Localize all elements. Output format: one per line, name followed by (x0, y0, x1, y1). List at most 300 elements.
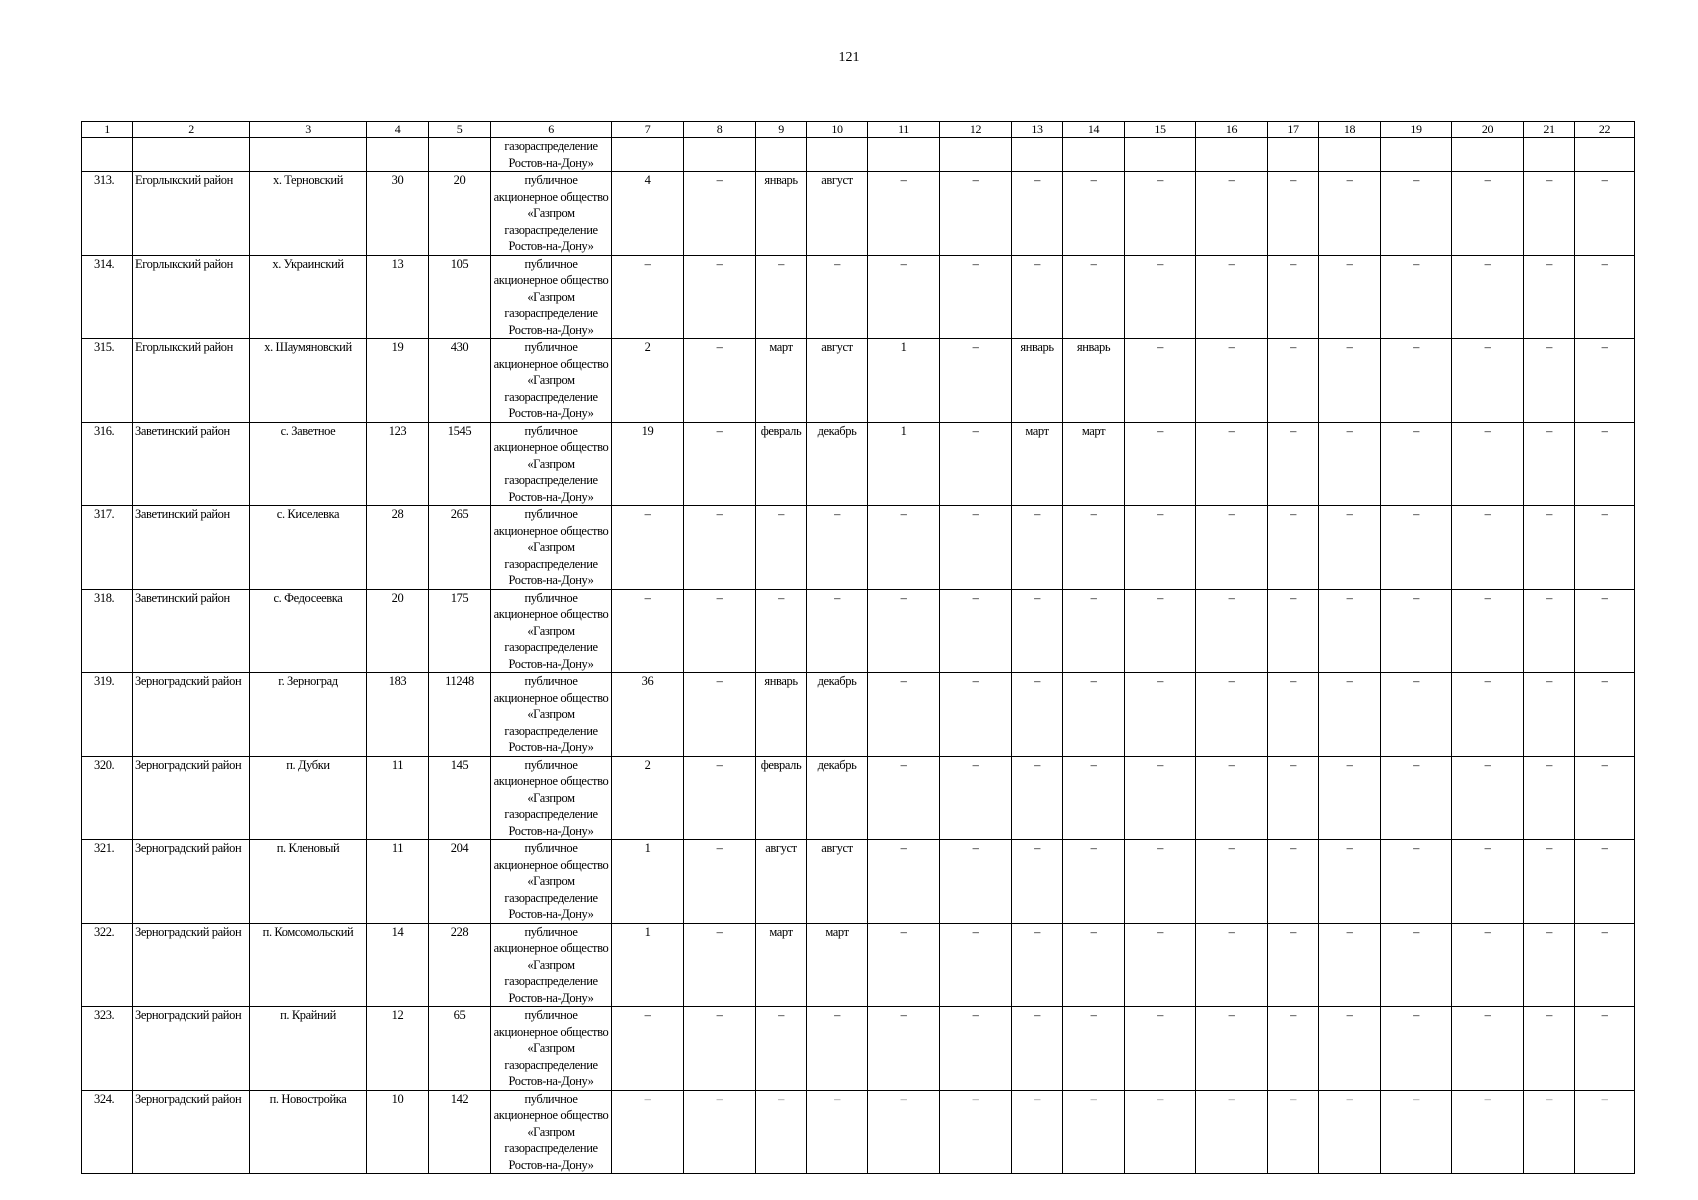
value-col10: декабрь (807, 673, 868, 757)
value-col17: – (1268, 840, 1319, 924)
table-body (82, 122, 1635, 1174)
value-col10: март (807, 923, 868, 1007)
value-col18: – (1319, 422, 1381, 506)
district-name: Егорлыкский район (133, 255, 250, 339)
column-number: 17 (1268, 122, 1319, 138)
column-number: 5 (429, 122, 491, 138)
column-number: 7 (612, 122, 684, 138)
table-row (82, 840, 1635, 924)
column-number: 3 (250, 122, 367, 138)
empty-cell (807, 138, 868, 172)
district-name: Заветинский район (133, 506, 250, 590)
value-col10: – (807, 255, 868, 339)
value-col13: – (1012, 1007, 1063, 1091)
value-col10: декабрь (807, 756, 868, 840)
value-col5: 142 (429, 1090, 491, 1174)
district-name: Зерноградский район (133, 1007, 250, 1091)
value-col5: 430 (429, 339, 491, 423)
value-col14: – (1063, 255, 1125, 339)
value-col18: – (1319, 756, 1381, 840)
table-row (82, 255, 1635, 339)
value-col19: – (1381, 840, 1452, 924)
value-col5: 1545 (429, 422, 491, 506)
continuation-row (82, 138, 1635, 172)
value-col18: – (1319, 1090, 1381, 1174)
value-col5: 265 (429, 506, 491, 590)
value-col19: – (1381, 756, 1452, 840)
value-col11: – (868, 1007, 940, 1091)
value-col5: 11248 (429, 673, 491, 757)
table-row (82, 1090, 1635, 1174)
value-col4: 30 (367, 172, 429, 256)
empty-cell (1012, 138, 1063, 172)
value-col7: – (612, 506, 684, 590)
settlement-name: г. Зерноград (250, 673, 367, 757)
settlement-name: с. Киселевка (250, 506, 367, 590)
value-col9: январь (756, 673, 807, 757)
value-col5: 105 (429, 255, 491, 339)
value-col22: – (1575, 422, 1635, 506)
value-col18: – (1319, 339, 1381, 423)
continuation-text: газораспределение Ростов-на-Дону» (491, 138, 612, 172)
value-col21: – (1524, 339, 1575, 423)
value-col13: – (1012, 255, 1063, 339)
value-col8: – (684, 1090, 756, 1174)
value-col14: – (1063, 172, 1125, 256)
empty-cell (1063, 138, 1125, 172)
value-col7: 1 (612, 840, 684, 924)
value-col16: – (1196, 673, 1268, 757)
value-col7: 1 (612, 923, 684, 1007)
value-col15: – (1125, 255, 1196, 339)
value-col19: – (1381, 1090, 1452, 1174)
row-number: 321. (82, 840, 133, 924)
value-col8: – (684, 339, 756, 423)
value-col18: – (1319, 673, 1381, 757)
table-row (82, 1007, 1635, 1091)
district-name: Заветинский район (133, 589, 250, 673)
value-col9: – (756, 255, 807, 339)
value-col5: 20 (429, 172, 491, 256)
value-col19: – (1381, 422, 1452, 506)
value-col19: – (1381, 1007, 1452, 1091)
settlement-name: х. Шаумяновский (250, 339, 367, 423)
value-col8: – (684, 1007, 756, 1091)
row-number: 316. (82, 422, 133, 506)
row-number: 313. (82, 172, 133, 256)
value-col15: – (1125, 172, 1196, 256)
value-col20: – (1452, 1090, 1524, 1174)
value-col14: – (1063, 673, 1125, 757)
column-number: 20 (1452, 122, 1524, 138)
value-col7: 2 (612, 756, 684, 840)
value-col22: – (1575, 840, 1635, 924)
empty-cell (367, 138, 429, 172)
value-col9: – (756, 589, 807, 673)
value-col5: 175 (429, 589, 491, 673)
value-col15: – (1125, 506, 1196, 590)
value-col10: – (807, 1090, 868, 1174)
column-number: 4 (367, 122, 429, 138)
value-col12: – (940, 756, 1012, 840)
value-col11: – (868, 673, 940, 757)
empty-cell (868, 138, 940, 172)
district-name: Заветинский район (133, 422, 250, 506)
table-row (82, 589, 1635, 673)
value-col15: – (1125, 589, 1196, 673)
value-col12: – (940, 339, 1012, 423)
value-col19: – (1381, 506, 1452, 590)
row-number: 320. (82, 756, 133, 840)
value-col11: – (868, 1090, 940, 1174)
value-col12: – (940, 923, 1012, 1007)
value-col10: – (807, 589, 868, 673)
value-col11: – (868, 840, 940, 924)
district-name: Зерноградский район (133, 1090, 250, 1174)
value-col11: – (868, 255, 940, 339)
column-number: 10 (807, 122, 868, 138)
value-col20: – (1452, 1007, 1524, 1091)
value-col9: январь (756, 172, 807, 256)
value-col20: – (1452, 422, 1524, 506)
value-col12: – (940, 422, 1012, 506)
value-col18: – (1319, 506, 1381, 590)
value-col15: – (1125, 840, 1196, 924)
value-col17: – (1268, 589, 1319, 673)
value-col16: – (1196, 923, 1268, 1007)
table-row (82, 506, 1635, 590)
value-col21: – (1524, 172, 1575, 256)
value-col20: – (1452, 506, 1524, 590)
value-col8: – (684, 756, 756, 840)
empty-cell (1268, 138, 1319, 172)
value-col15: – (1125, 673, 1196, 757)
column-number: 15 (1125, 122, 1196, 138)
organization-name: публичное акционерное общество «Газпром газораспределение Ростов-на-Дону» (491, 673, 612, 757)
value-col19: – (1381, 673, 1452, 757)
settlement-name: п. Новостройка (250, 1090, 367, 1174)
value-col22: – (1575, 255, 1635, 339)
value-col12: – (940, 255, 1012, 339)
value-col17: – (1268, 172, 1319, 256)
value-col4: 123 (367, 422, 429, 506)
empty-cell (612, 138, 684, 172)
value-col19: – (1381, 589, 1452, 673)
value-col4: 13 (367, 255, 429, 339)
value-col20: – (1452, 589, 1524, 673)
value-col18: – (1319, 589, 1381, 673)
value-col13: – (1012, 756, 1063, 840)
organization-name: публичное акционерное общество «Газпром газораспределение Ростов-на-Дону» (491, 756, 612, 840)
value-col7: – (612, 1090, 684, 1174)
value-col7: 36 (612, 673, 684, 757)
value-col20: – (1452, 673, 1524, 757)
value-col9: – (756, 1007, 807, 1091)
value-col13: январь (1012, 339, 1063, 423)
value-col18: – (1319, 255, 1381, 339)
empty-cell (1524, 138, 1575, 172)
organization-name: публичное акционерное общество «Газпром газораспределение Ростов-на-Дону» (491, 1090, 612, 1174)
table-row (82, 172, 1635, 256)
value-col20: – (1452, 172, 1524, 256)
empty-cell (133, 138, 250, 172)
value-col9: – (756, 1090, 807, 1174)
column-number: 9 (756, 122, 807, 138)
value-col14: – (1063, 589, 1125, 673)
empty-cell (756, 138, 807, 172)
value-col14: – (1063, 1090, 1125, 1174)
value-col4: 14 (367, 923, 429, 1007)
empty-cell (250, 138, 367, 172)
value-col15: – (1125, 923, 1196, 1007)
value-col9: – (756, 506, 807, 590)
value-col12: – (940, 589, 1012, 673)
value-col21: – (1524, 589, 1575, 673)
settlement-name: п. Комсомольский (250, 923, 367, 1007)
column-number: 6 (491, 122, 612, 138)
value-col21: – (1524, 840, 1575, 924)
column-number: 13 (1012, 122, 1063, 138)
value-col17: – (1268, 673, 1319, 757)
value-col4: 183 (367, 673, 429, 757)
value-col17: – (1268, 756, 1319, 840)
column-number: 2 (133, 122, 250, 138)
gasification-table (81, 121, 1635, 1174)
settlement-name: п. Кленовый (250, 840, 367, 924)
value-col4: 10 (367, 1090, 429, 1174)
value-col8: – (684, 506, 756, 590)
settlement-name: п. Дубки (250, 756, 367, 840)
value-col19: – (1381, 255, 1452, 339)
value-col8: – (684, 589, 756, 673)
value-col20: – (1452, 840, 1524, 924)
empty-cell (1381, 138, 1452, 172)
value-col12: – (940, 840, 1012, 924)
value-col16: – (1196, 255, 1268, 339)
settlement-name: с. Федосеевка (250, 589, 367, 673)
value-col8: – (684, 840, 756, 924)
value-col9: март (756, 339, 807, 423)
value-col14: – (1063, 1007, 1125, 1091)
value-col21: – (1524, 1090, 1575, 1174)
value-col16: – (1196, 422, 1268, 506)
value-col8: – (684, 923, 756, 1007)
organization-name: публичное акционерное общество «Газпром газораспределение Ростов-на-Дону» (491, 172, 612, 256)
value-col11: – (868, 589, 940, 673)
empty-cell (429, 138, 491, 172)
value-col16: – (1196, 1007, 1268, 1091)
value-col20: – (1452, 923, 1524, 1007)
value-col14: – (1063, 923, 1125, 1007)
value-col13: – (1012, 923, 1063, 1007)
value-col11: 1 (868, 422, 940, 506)
value-col10: август (807, 172, 868, 256)
value-col10: август (807, 339, 868, 423)
value-col16: – (1196, 1090, 1268, 1174)
row-number: 322. (82, 923, 133, 1007)
value-col10: – (807, 1007, 868, 1091)
value-col9: август (756, 840, 807, 924)
empty-cell (82, 138, 133, 172)
value-col22: – (1575, 589, 1635, 673)
value-col8: – (684, 255, 756, 339)
value-col15: – (1125, 756, 1196, 840)
value-col13: – (1012, 1090, 1063, 1174)
column-number-row (82, 122, 1635, 138)
row-number: 315. (82, 339, 133, 423)
value-col11: – (868, 923, 940, 1007)
value-col20: – (1452, 756, 1524, 840)
value-col17: – (1268, 339, 1319, 423)
value-col5: 228 (429, 923, 491, 1007)
value-col22: – (1575, 923, 1635, 1007)
value-col21: – (1524, 1007, 1575, 1091)
value-col11: – (868, 756, 940, 840)
column-number: 12 (940, 122, 1012, 138)
value-col18: – (1319, 923, 1381, 1007)
value-col13: – (1012, 172, 1063, 256)
value-col8: – (684, 673, 756, 757)
value-col22: – (1575, 506, 1635, 590)
district-name: Зерноградский район (133, 840, 250, 924)
value-col22: – (1575, 1090, 1635, 1174)
value-col18: – (1319, 840, 1381, 924)
value-col14: – (1063, 840, 1125, 924)
district-name: Зерноградский район (133, 923, 250, 1007)
value-col16: – (1196, 506, 1268, 590)
value-col11: – (868, 506, 940, 590)
value-col16: – (1196, 589, 1268, 673)
column-number: 11 (868, 122, 940, 138)
column-number: 22 (1575, 122, 1635, 138)
empty-cell (1196, 138, 1268, 172)
value-col22: – (1575, 756, 1635, 840)
value-col11: 1 (868, 339, 940, 423)
row-number: 324. (82, 1090, 133, 1174)
column-number: 21 (1524, 122, 1575, 138)
column-number: 16 (1196, 122, 1268, 138)
table-row (82, 422, 1635, 506)
value-col9: февраль (756, 422, 807, 506)
organization-name: публичное акционерное общество «Газпром газораспределение Ростов-на-Дону» (491, 255, 612, 339)
value-col19: – (1381, 339, 1452, 423)
table-row (82, 923, 1635, 1007)
table-row (82, 673, 1635, 757)
value-col21: – (1524, 506, 1575, 590)
column-number: 14 (1063, 122, 1125, 138)
value-col17: – (1268, 506, 1319, 590)
value-col7: – (612, 255, 684, 339)
value-col15: – (1125, 339, 1196, 423)
value-col10: декабрь (807, 422, 868, 506)
value-col13: март (1012, 422, 1063, 506)
organization-name: публичное акционерное общество «Газпром газораспределение Ростов-на-Дону» (491, 923, 612, 1007)
page-number: 121 (838, 50, 860, 65)
settlement-name: х. Терновский (250, 172, 367, 256)
value-col13: – (1012, 840, 1063, 924)
value-col12: – (940, 172, 1012, 256)
value-col18: – (1319, 1007, 1381, 1091)
value-col12: – (940, 673, 1012, 757)
value-col7: 2 (612, 339, 684, 423)
value-col20: – (1452, 339, 1524, 423)
value-col20: – (1452, 255, 1524, 339)
value-col7: – (612, 1007, 684, 1091)
value-col16: – (1196, 756, 1268, 840)
value-col22: – (1575, 673, 1635, 757)
settlement-name: с. Заветное (250, 422, 367, 506)
value-col19: – (1381, 172, 1452, 256)
value-col17: – (1268, 1090, 1319, 1174)
value-col13: – (1012, 506, 1063, 590)
value-col10: – (807, 506, 868, 590)
organization-name: публичное акционерное общество «Газпром газораспределение Ростов-на-Дону» (491, 589, 612, 673)
value-col4: 12 (367, 1007, 429, 1091)
value-col13: – (1012, 673, 1063, 757)
value-col21: – (1524, 255, 1575, 339)
value-col22: – (1575, 1007, 1635, 1091)
empty-cell (684, 138, 756, 172)
value-col14: – (1063, 756, 1125, 840)
value-col4: 20 (367, 589, 429, 673)
value-col9: март (756, 923, 807, 1007)
value-col15: – (1125, 422, 1196, 506)
value-col22: – (1575, 339, 1635, 423)
value-col19: – (1381, 923, 1452, 1007)
value-col7: – (612, 589, 684, 673)
value-col4: 19 (367, 339, 429, 423)
organization-name: публичное акционерное общество «Газпром газораспределение Ростов-на-Дону» (491, 1007, 612, 1091)
value-col11: – (868, 172, 940, 256)
value-col4: 28 (367, 506, 429, 590)
settlement-name: х. Украинский (250, 255, 367, 339)
row-number: 314. (82, 255, 133, 339)
value-col7: 4 (612, 172, 684, 256)
value-col14: январь (1063, 339, 1125, 423)
value-col18: – (1319, 172, 1381, 256)
value-col5: 65 (429, 1007, 491, 1091)
row-number: 323. (82, 1007, 133, 1091)
value-col8: – (684, 422, 756, 506)
organization-name: публичное акционерное общество «Газпром газораспределение Ростов-на-Дону» (491, 422, 612, 506)
column-number: 1 (82, 122, 133, 138)
value-col10: август (807, 840, 868, 924)
settlement-name: п. Крайний (250, 1007, 367, 1091)
value-col9: февраль (756, 756, 807, 840)
table-row (82, 339, 1635, 423)
value-col14: – (1063, 506, 1125, 590)
district-name: Егорлыкский район (133, 339, 250, 423)
value-col16: – (1196, 840, 1268, 924)
value-col4: 11 (367, 840, 429, 924)
district-name: Зерноградский район (133, 756, 250, 840)
organization-name: публичное акционерное общество «Газпром газораспределение Ростов-на-Дону» (491, 506, 612, 590)
table-row (82, 756, 1635, 840)
value-col15: – (1125, 1090, 1196, 1174)
value-col17: – (1268, 923, 1319, 1007)
empty-cell (940, 138, 1012, 172)
value-col21: – (1524, 923, 1575, 1007)
value-col12: – (940, 506, 1012, 590)
organization-name: публичное акционерное общество «Газпром газораспределение Ростов-на-Дону» (491, 339, 612, 423)
row-number: 317. (82, 506, 133, 590)
value-col13: – (1012, 589, 1063, 673)
organization-name: публичное акционерное общество «Газпром газораспределение Ростов-на-Дону» (491, 840, 612, 924)
value-col21: – (1524, 756, 1575, 840)
value-col12: – (940, 1007, 1012, 1091)
column-number: 18 (1319, 122, 1381, 138)
empty-cell (1575, 138, 1635, 172)
